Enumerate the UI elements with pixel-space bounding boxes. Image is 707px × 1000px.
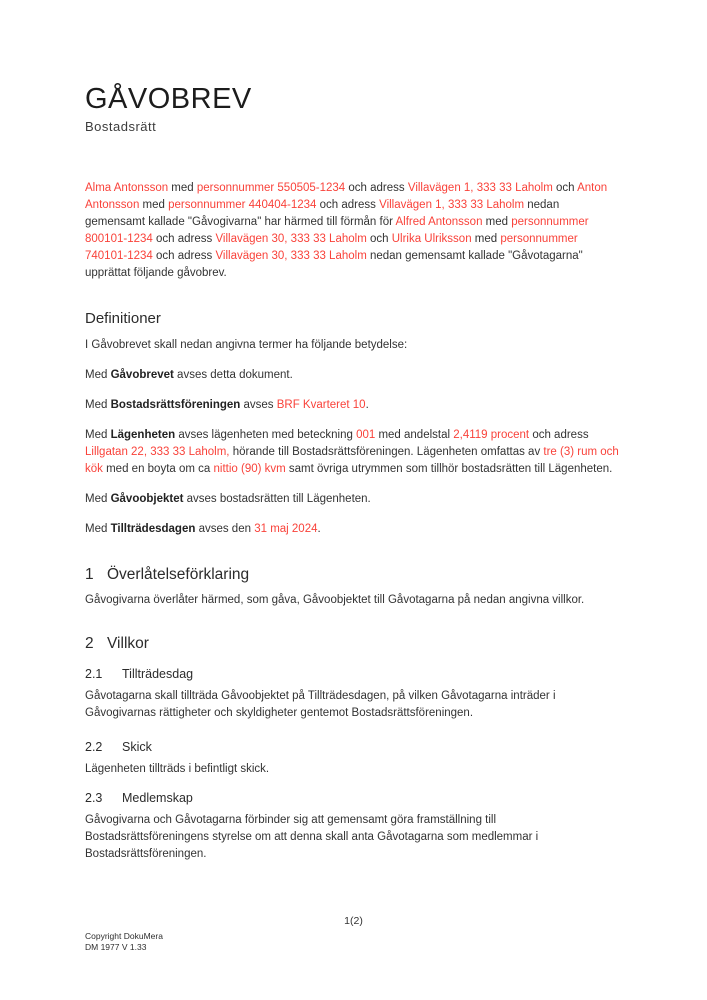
subsection-2-2-body: Lägenheten tillträds i befintligt skick. xyxy=(85,763,270,775)
text-segment: med xyxy=(471,233,501,245)
text-segment: . xyxy=(317,523,321,535)
copyright-block xyxy=(85,931,163,953)
field-value: Villavägen 30, 333 33 Laholm xyxy=(215,233,367,245)
definition-item-gavoobjektet xyxy=(85,491,622,508)
definition-item-gavobrevet xyxy=(85,367,622,384)
field-value: 001 xyxy=(356,429,376,441)
definitions-lead: I Gåvobrevet skall nedan angivna termer ha följande betydelse: xyxy=(85,339,408,351)
subsection-2-2-title: Skick xyxy=(122,740,152,754)
definition-item-lagenheten xyxy=(85,427,622,478)
field-value: tre (3) rum och kök xyxy=(85,446,619,475)
section-1-body: Gåvogivarna överlåter härmed, som gåva, Gåvoobjektet till Gåvotagarna på nedan angivna villkor. xyxy=(85,594,585,606)
field-value: personnummer 440404-1234 xyxy=(168,199,317,211)
text-segment: med xyxy=(482,216,512,228)
text-segment: avses xyxy=(240,399,277,411)
text-segment: Med xyxy=(85,523,111,535)
text-segment: . xyxy=(365,399,369,411)
text-segment: avses bostadsrätten till Lägenheten. xyxy=(183,493,371,505)
text-segment: hörande till Bostadsrättsföreningen. Lägenheten omfattas av xyxy=(229,446,544,458)
document-title: GÅVOBREV xyxy=(85,83,252,115)
subsection-2-1-number: 2.1 xyxy=(85,667,103,681)
text-segment: och adress xyxy=(152,233,216,245)
subsection-2-3-number: 2.3 xyxy=(85,791,103,805)
text-segment: med en boyta om ca xyxy=(102,463,214,475)
text-segment: Med xyxy=(85,429,111,441)
subsection-2-3-title: Medlemskap xyxy=(122,791,193,805)
field-value: Ulrika Ulriksson xyxy=(391,233,472,245)
text-segment: Med xyxy=(85,493,111,505)
field-value: Alma Antonsson xyxy=(85,182,169,194)
section-1-heading xyxy=(85,565,622,585)
field-value: Lillgatan 22, 333 33 Laholm, xyxy=(85,446,230,458)
text-segment: och adress xyxy=(529,429,589,441)
subsection-2-2-heading xyxy=(85,739,622,755)
text-segment: avses lägenheten med beteckning xyxy=(175,429,357,441)
text-segment: och xyxy=(552,182,578,194)
document-subtitle: Bostadsrätt xyxy=(85,119,157,134)
text-segment: och xyxy=(366,233,392,245)
subsection-2-3-heading xyxy=(85,790,622,806)
field-value: Anton Antonsson xyxy=(85,182,608,211)
subsection-2-1-body: Gåvotagarna skall tillträda Gåvoobjektet på Tillträdesdagen, på vilken Gåvotagarna inträder i Gåvogivarnas rättigheter och skyldigheter gentemot Bostadsrättsföreningen. xyxy=(85,690,556,719)
defined-term: Gåvoobjektet xyxy=(110,493,184,505)
text-segment: avses den xyxy=(195,523,255,535)
defined-term: Lägenheten xyxy=(110,429,176,441)
section-1-number: 1 xyxy=(85,566,94,583)
document-content xyxy=(85,0,622,863)
field-value: Villavägen 30, 333 33 Laholm xyxy=(215,250,367,262)
field-value: nittio (90) kvm xyxy=(213,463,286,475)
field-value: personnummer 740101-1234 xyxy=(85,233,578,262)
subsection-2-1-heading xyxy=(85,666,622,682)
text-segment: med xyxy=(139,199,169,211)
section-2-heading xyxy=(85,634,622,654)
subsection-2-3-body: Gåvogivarna och Gåvotagarna förbinder sig att gemensamt göra framställning till Bostadsrättsföreningens styrelse om att denna skall anta Gåvotagarna som medlemmar i Bostadsrättsföreningen. xyxy=(85,814,539,860)
field-value: 31 maj 2024 xyxy=(254,523,318,535)
section-1-title: Överlåtelseförklaring xyxy=(107,566,250,583)
text-segment: och adress xyxy=(345,182,408,194)
text-segment: med xyxy=(168,182,197,194)
text-segment: Med xyxy=(85,399,111,411)
field-value: Villavägen 1, 333 33 Laholm xyxy=(407,182,553,194)
definitions-heading: Definitioner xyxy=(85,310,161,327)
field-value: Alfred Antonsson xyxy=(395,216,483,228)
field-value: 2,4119 procent xyxy=(453,429,530,441)
definition-item-tilltradesdagen xyxy=(85,521,622,538)
defined-term: Tillträdesdagen xyxy=(110,523,196,535)
text-segment: nedan gemensamt kallade "Gåvotagarna" upprättat följande gåvobrev. xyxy=(85,250,583,279)
text-segment: Med xyxy=(85,369,111,381)
subsection-2-1-title: Tillträdesdag xyxy=(122,667,194,681)
field-value: personnummer 550505-1234 xyxy=(196,182,346,194)
text-segment: och adress xyxy=(152,250,216,262)
text-segment: avses detta dokument. xyxy=(173,369,293,381)
text-segment: nedan gemensamt kallade "Gåvogivarna" har härmed till förmån för xyxy=(85,199,560,228)
page-number: 1(2) xyxy=(344,915,363,927)
text-segment: och adress xyxy=(316,199,380,211)
field-value: BRF Kvarteret 10 xyxy=(276,399,366,411)
text-segment: med andelstal xyxy=(375,429,454,441)
section-2-number: 2 xyxy=(85,635,94,652)
field-value: Villavägen 1, 333 33 Laholm xyxy=(379,199,525,211)
intro-paragraph xyxy=(85,180,622,282)
copyright-line-2: DM 1977 V 1.33 xyxy=(85,942,147,952)
text-segment: samt övriga utrymmen som tillhör bostadsrätten till Lägenheten. xyxy=(285,463,613,475)
field-value: personnummer 800101-1234 xyxy=(85,216,589,245)
defined-term: Bostadsrättsföreningen xyxy=(110,399,241,411)
section-2-title: Villkor xyxy=(107,635,149,652)
definition-item-bostadsrattsforeningen xyxy=(85,397,622,414)
defined-term: Gåvobrevet xyxy=(110,369,174,381)
copyright-line-1: Copyright DokuMera xyxy=(85,931,163,941)
subsection-2-2-number: 2.2 xyxy=(85,740,103,754)
